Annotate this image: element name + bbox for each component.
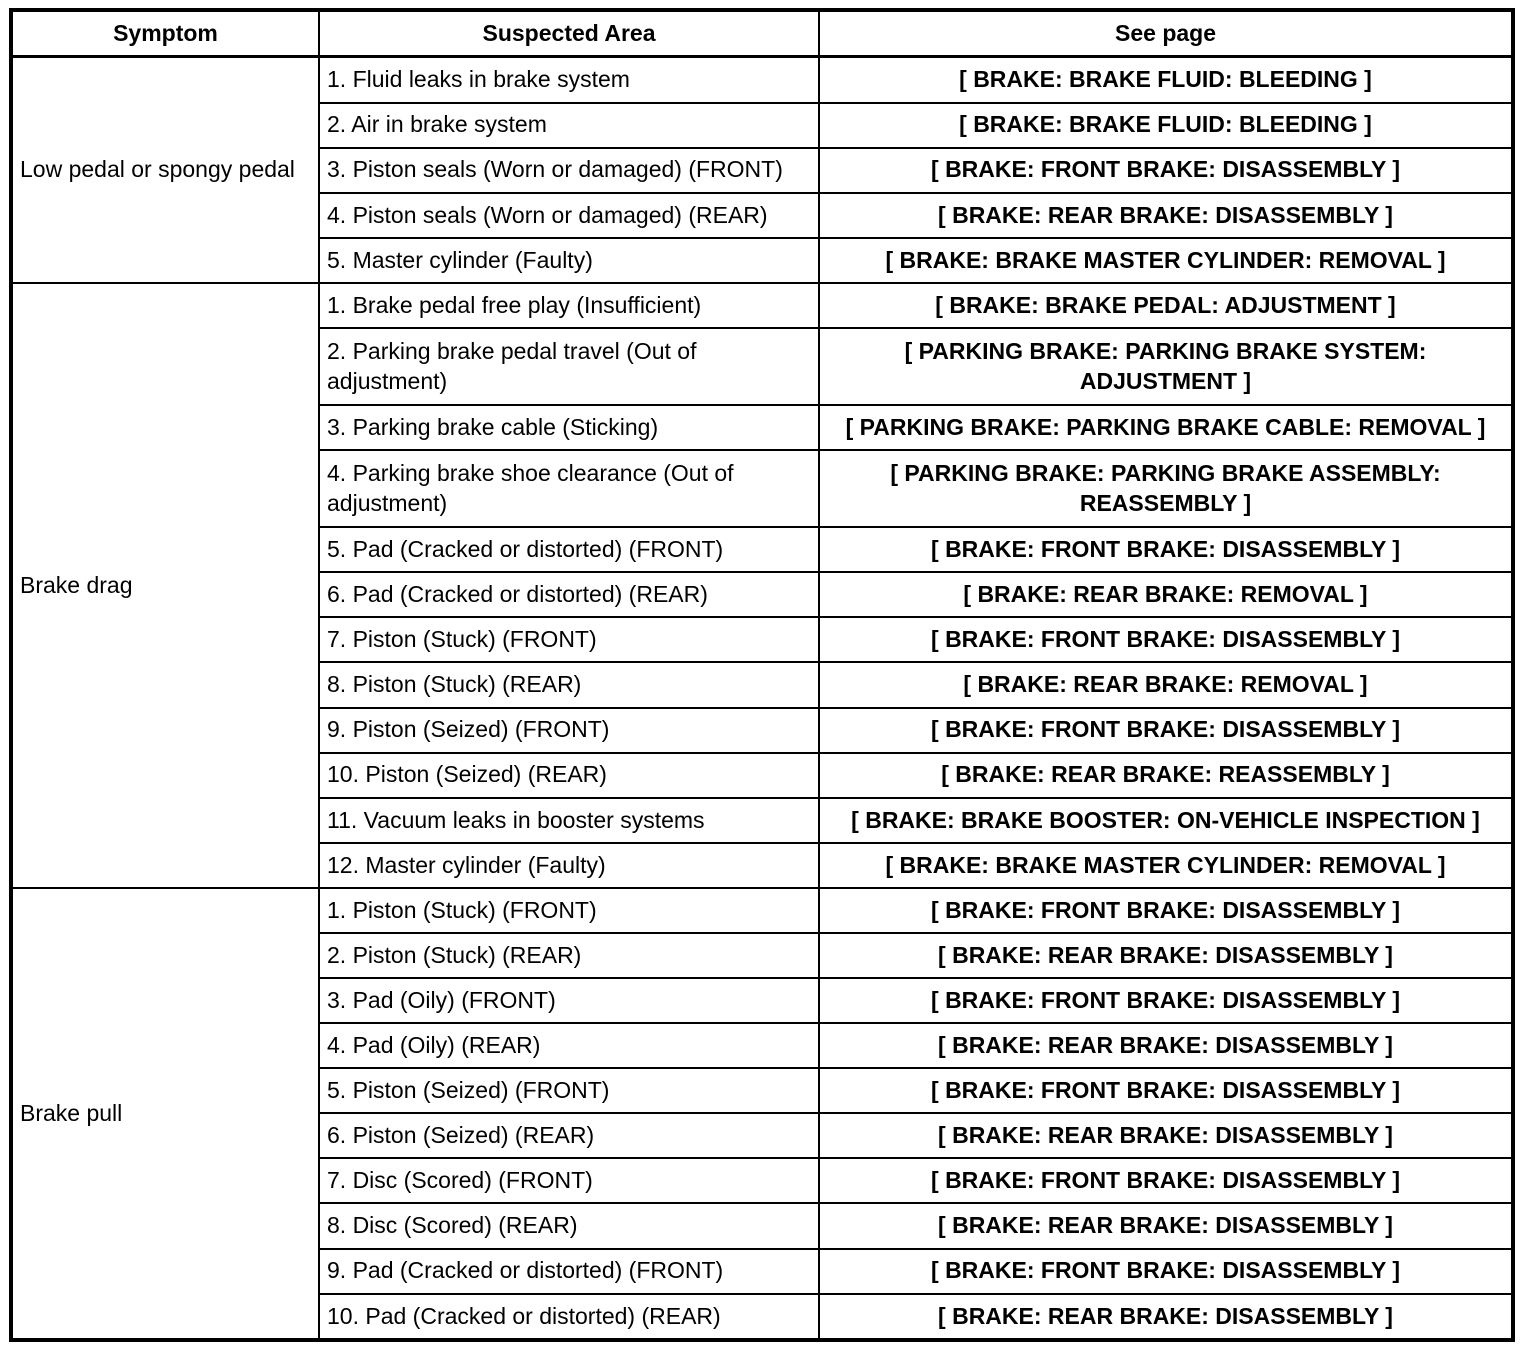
see-page-cell: [ BRAKE: BRAKE FLUID: BLEEDING ] [819,57,1513,103]
see-page-cell: [ BRAKE: REAR BRAKE: DISASSEMBLY ] [819,1203,1513,1248]
suspected-area-cell: 3. Piston seals (Worn or damaged) (FRONT) [319,148,819,193]
see-page-cell: [ BRAKE: FRONT BRAKE: DISASSEMBLY ] [819,888,1513,933]
header-suspected-area: Suspected Area [319,10,819,57]
see-page-cell: [ BRAKE: REAR BRAKE: DISASSEMBLY ] [819,933,1513,978]
symptom-cell: Low pedal or spongy pedal [11,57,319,283]
see-page-cell: [ BRAKE: FRONT BRAKE: DISASSEMBLY ] [819,527,1513,572]
brake-symptom-table [9,8,1515,1342]
see-page-cell: [ BRAKE: REAR BRAKE: DISASSEMBLY ] [819,193,1513,238]
suspected-area-cell: 9. Pad (Cracked or distorted) (FRONT) [319,1249,819,1294]
suspected-area-cell: 3. Pad (Oily) (FRONT) [319,978,819,1023]
see-page-cell: [ BRAKE: FRONT BRAKE: DISASSEMBLY ] [819,978,1513,1023]
symptom-cell: Brake drag [11,283,319,888]
table-body [11,57,1513,1340]
suspected-area-cell: 11. Vacuum leaks in booster systems [319,798,819,843]
see-page-cell: [ BRAKE: BRAKE MASTER CYLINDER: REMOVAL ] [819,238,1513,283]
see-page-cell: [ BRAKE: BRAKE MASTER CYLINDER: REMOVAL ] [819,843,1513,888]
see-page-cell: [ BRAKE: REAR BRAKE: DISASSEMBLY ] [819,1294,1513,1340]
see-page-cell: [ BRAKE: FRONT BRAKE: DISASSEMBLY ] [819,617,1513,662]
see-page-cell: [ BRAKE: REAR BRAKE: REASSEMBLY ] [819,753,1513,798]
suspected-area-cell: 5. Master cylinder (Faulty) [319,238,819,283]
see-page-cell: [ BRAKE: BRAKE PEDAL: ADJUSTMENT ] [819,283,1513,328]
see-page-cell: [ BRAKE: FRONT BRAKE: DISASSEMBLY ] [819,148,1513,193]
table-row [11,57,1513,103]
suspected-area-cell: 10. Pad (Cracked or distorted) (REAR) [319,1294,819,1340]
suspected-area-cell: 6. Pad (Cracked or distorted) (REAR) [319,572,819,617]
suspected-area-cell: 9. Piston (Seized) (FRONT) [319,708,819,753]
suspected-area-cell: 6. Piston (Seized) (REAR) [319,1113,819,1158]
suspected-area-cell: 5. Pad (Cracked or distorted) (FRONT) [319,527,819,572]
see-page-cell: [ PARKING BRAKE: PARKING BRAKE ASSEMBLY: REASSEMBLY ] [819,450,1513,527]
see-page-cell: [ PARKING BRAKE: PARKING BRAKE CABLE: REMOVAL ] [819,405,1513,450]
see-page-cell: [ BRAKE: BRAKE BOOSTER: ON-VEHICLE INSPECTION ] [819,798,1513,843]
suspected-area-cell: 7. Piston (Stuck) (FRONT) [319,617,819,662]
header-row [11,10,1513,57]
table-row [11,888,1513,933]
see-page-cell: [ BRAKE: FRONT BRAKE: DISASSEMBLY ] [819,1158,1513,1203]
suspected-area-cell: 2. Air in brake system [319,103,819,148]
suspected-area-cell: 8. Piston (Stuck) (REAR) [319,662,819,707]
table-row [11,283,1513,328]
suspected-area-cell: 1. Brake pedal free play (Insufficient) [319,283,819,328]
suspected-area-cell: 1. Fluid leaks in brake system [319,57,819,103]
see-page-cell: [ BRAKE: REAR BRAKE: REMOVAL ] [819,572,1513,617]
suspected-area-cell: 5. Piston (Seized) (FRONT) [319,1068,819,1113]
header-see-page: See page [819,10,1513,57]
see-page-cell: [ BRAKE: REAR BRAKE: DISASSEMBLY ] [819,1113,1513,1158]
suspected-area-cell: 4. Piston seals (Worn or damaged) (REAR) [319,193,819,238]
suspected-area-cell: 2. Piston (Stuck) (REAR) [319,933,819,978]
see-page-cell: [ PARKING BRAKE: PARKING BRAKE SYSTEM: ADJUSTMENT ] [819,328,1513,405]
suspected-area-cell: 4. Parking brake shoe clearance (Out of adjustment) [319,450,819,527]
suspected-area-cell: 3. Parking brake cable (Sticking) [319,405,819,450]
suspected-area-cell: 10. Piston (Seized) (REAR) [319,753,819,798]
header-symptom: Symptom [11,10,319,57]
symptom-cell: Brake pull [11,888,319,1340]
suspected-area-cell: 12. Master cylinder (Faulty) [319,843,819,888]
see-page-cell: [ BRAKE: REAR BRAKE: DISASSEMBLY ] [819,1023,1513,1068]
see-page-cell: [ BRAKE: REAR BRAKE: REMOVAL ] [819,662,1513,707]
see-page-cell: [ BRAKE: FRONT BRAKE: DISASSEMBLY ] [819,708,1513,753]
see-page-cell: [ BRAKE: FRONT BRAKE: DISASSEMBLY ] [819,1068,1513,1113]
suspected-area-cell: 1. Piston (Stuck) (FRONT) [319,888,819,933]
suspected-area-cell: 8. Disc (Scored) (REAR) [319,1203,819,1248]
see-page-cell: [ BRAKE: BRAKE FLUID: BLEEDING ] [819,103,1513,148]
suspected-area-cell: 2. Parking brake pedal travel (Out of adjustment) [319,328,819,405]
see-page-cell: [ BRAKE: FRONT BRAKE: DISASSEMBLY ] [819,1249,1513,1294]
suspected-area-cell: 4. Pad (Oily) (REAR) [319,1023,819,1068]
suspected-area-cell: 7. Disc (Scored) (FRONT) [319,1158,819,1203]
